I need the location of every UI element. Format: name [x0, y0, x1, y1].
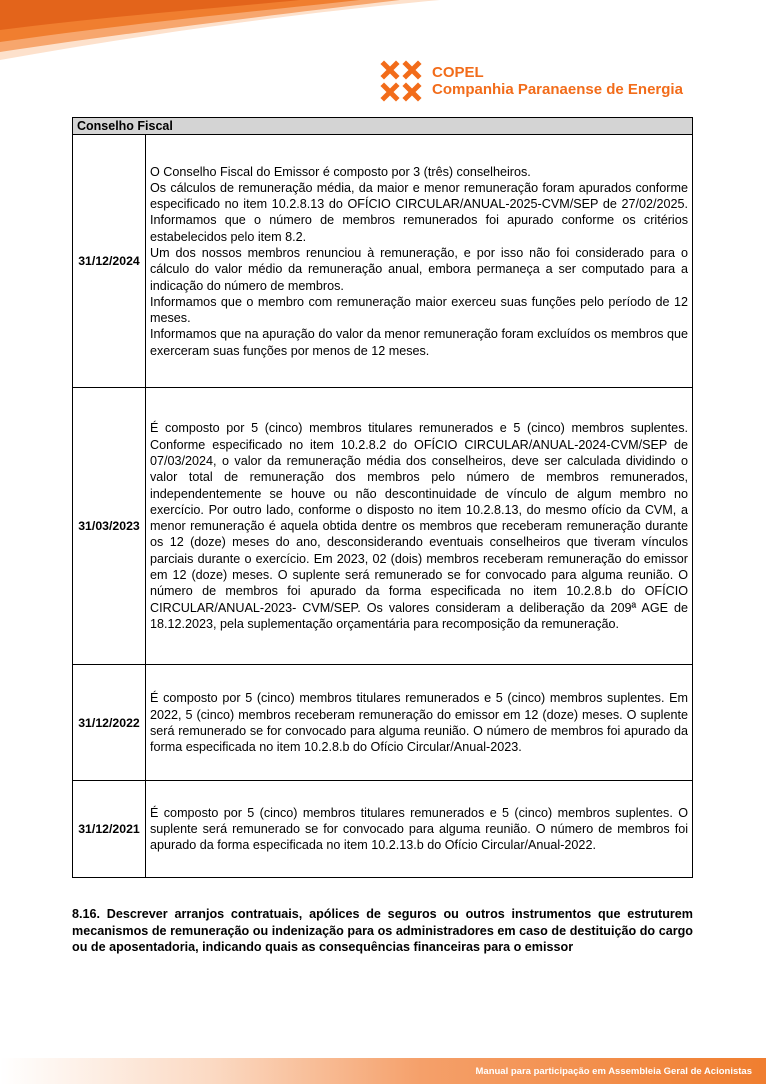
- table-header-row: [73, 118, 693, 135]
- table-row: [73, 665, 693, 781]
- row-paragraph: Informamos que na apuração do valor da menor remuneração foram excluídos os membros que exerceram suas funções por menos de 12 meses.: [150, 327, 688, 358]
- row-description: [146, 781, 693, 878]
- table-title: Conselho Fiscal: [73, 118, 693, 135]
- section-8-16-heading: 8.16. Descrever arranjos contratuais, apólices de seguros ou outros instrumentos que estruturem mecanismos de remuneração ou indenização para os administradores em caso de destituição do cargo ou de aposentadoria, indicando quais as consequências financeiras para o emissor: [72, 907, 693, 955]
- copel-logo-icon: [380, 60, 422, 102]
- row-description: [146, 388, 693, 665]
- row-paragraph: Os cálculos de remuneração média, da maior e menor remuneração foram apurados conforme especificado no item 10.2.8.13 do OFÍCIO CIRCULAR/ANUAL-2025-CVM/SEP de 27/02/2025. Informamos que o número de membros remunerados foi apurado conforme os critérios estabelecidos pelo item 8.2.: [150, 180, 688, 244]
- footer-text: Manual para participação em Assembleia Geral de Acionistas: [475, 1066, 752, 1077]
- row-paragraph: Um dos nossos membros renunciou à remuneração, e por isso não foi considerado para o cálculo do valor médio da remuneração anual, embora permaneça a ser computado para a indicação do número de membros.: [150, 246, 688, 293]
- table-row: [73, 781, 693, 878]
- row-date: 31/03/2023: [73, 388, 146, 665]
- row-paragraph: Informamos que o membro com remuneração maior exerceu suas funções pelo período de 12 meses.: [150, 294, 688, 326]
- brand-full-name: Companhia Paranaense de Energia: [432, 81, 683, 98]
- table-row: [73, 135, 693, 388]
- copel-logo: [380, 60, 683, 102]
- footer-bar: [0, 1058, 766, 1084]
- row-paragraph: É composto por 5 (cinco) membros titulares remunerados e 5 (cinco) membros suplentes. O suplente será remunerado se for convocado para alguma reunião. O número de membros foi apurado da forma especificada no item 10.2.13.b do Ofício Circular/Anual-2022.: [150, 805, 688, 853]
- row-paragraph: O Conselho Fiscal do Emissor é composto por 3 (três) conselheiros.: [150, 164, 531, 179]
- row-description: [146, 665, 693, 781]
- table-row: [73, 388, 693, 665]
- row-date: 31/12/2021: [73, 781, 146, 878]
- conselho-fiscal-table: [72, 117, 693, 878]
- brand-short-name: COPEL: [432, 64, 484, 81]
- row-date: 31/12/2024: [73, 135, 146, 388]
- row-paragraph: É composto por 5 (cinco) membros titulares remunerados e 5 (cinco) membros suplentes. Em 2022, 5 (cinco) membros receberam remuneração do emissor em 12 (doze) meses. O suplente será remunerado se for convocado para alguma reunião. O número de membros foi apurado da forma especificada no item 10.2.8.b do Ofício Circular/Anual-2023.: [150, 691, 688, 755]
- row-paragraph: É composto por 5 (cinco) membros titulares remunerados e 5 (cinco) membros suplentes. Conforme especificado no item 10.2.8.2 do OFÍCIO CIRCULAR/ANUAL-2024-CVM/SEP de 07/03/2024, o valor da remuneração média dos conselheiros, deve ser calculada dividindo o valor total de remuneração dos membros pelo número de membros remunerados, independentemente se houve ou não descontinuidade de vínculo de algum membro no exercício. Por outro lado, conforme o disposto no item 10.2.8.13, do mesmo ofício da CVM, a menor remuneração é aquela obtida dentre os membros que receberam remuneração durante os 12 (doze) meses do ano, desconsiderando eventuais conselheiros que tiveram vínculos parciais durante o exercício. Em 2023, 02 (dois) membros receberam remuneração do emissor em 12 (doze) meses. O suplente será remunerado se for convocado para alguma reunião. O número de membros foi apurado da forma especificada no item 10.2.8.b do OFÍCIO CIRCULAR/ANUAL-2023- CVM/SEP. Os valores consideram a deliberação da 209ª AGE de 18.12.2023, pela suplementação orçamentária para recomposição da remuneração.: [150, 421, 688, 631]
- row-date: 31/12/2022: [73, 665, 146, 781]
- row-description: [146, 135, 693, 388]
